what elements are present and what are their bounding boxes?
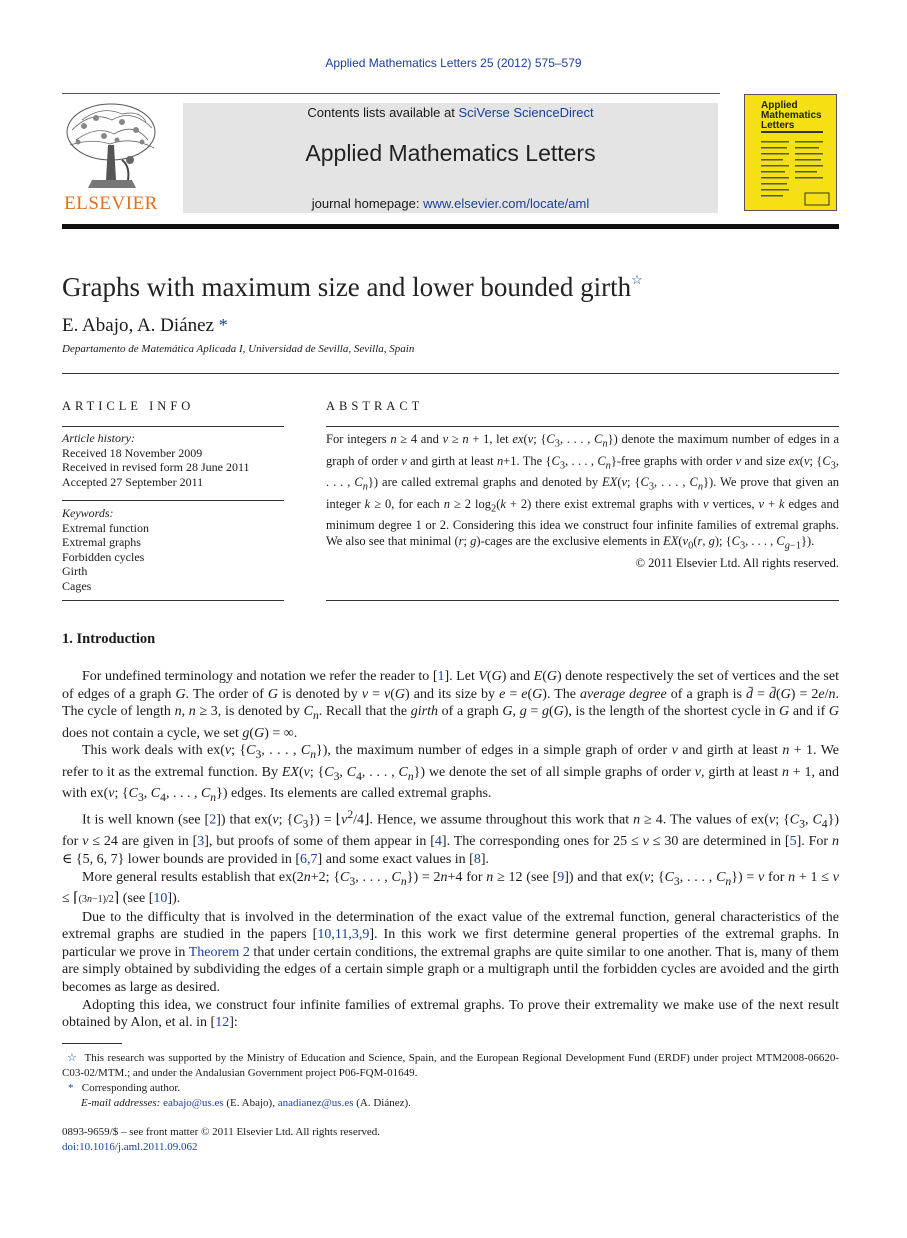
funding-footnote: ☆ This research was supported by the Ministry of Education and Science, Spain, and the European Regional Development Fund (ERDF) under project MTM2008-06620-C03-02/MTM.; and under the Andalusian Government project P06-FQM-01649. [62, 1052, 839, 1079]
front-matter [62, 1125, 380, 1155]
homepage-link[interactable]: www.elsevier.com/locate/aml [423, 196, 590, 211]
article-info-bottom-rule [62, 600, 284, 601]
ref-link[interactable]: 12 [215, 1015, 230, 1031]
paragraph: Due to the difficulty that is involved in the determination of the exact value of the extremal function, general characteristics of the extremal graphs are studied in the papers [10,11,3,9]. In this work we first determine general properties of the extremal graphs. In particular we prove in Theorem 2 that under certain conditions, the extremal graphs are quite similar to one another. That is, many of them are simply obtained by subdividing the edges of a certain simple graph or a multigraph until the forbidden cycles are avoided and the girth becomes as large as desired. [62, 909, 840, 995]
elsevier-wordmark: ELSEVIER [64, 193, 158, 214]
abstract-copyright: © 2011 Elsevier Ltd. All rights reserved. [635, 555, 839, 570]
article-info-heading: ARTICLE INFO [62, 399, 195, 413]
paragraph: It is well known (see [2]) that ex(ν; $\{C_3\}$) = $⌊\nu^2/4⌋$. Hence, we assume throughout this work that n ≥ 4. The values of ex(ν; {$C_3$, $C_4$}) for ν ≤ 24 are given in [3], but proofs of some of them appear in [4]. The corresponding ones for 25 ≤ ν ≤ 30 are determined in [5]. For n ∈ {5, 6, 7} lower bounds are provided in [6,7] and some exact values in [8]. [62, 808, 840, 867]
header-rule [62, 93, 720, 94]
ref-link[interactable]: 3 [197, 834, 205, 850]
article-history: Article history: Received 18 November 2009 Received in revised form 28 June 2011 Accepted 27 September 2011 [62, 431, 250, 489]
footnote-rule [62, 1043, 122, 1044]
cover-title: Applied Mathematics Letters [761, 100, 822, 131]
email-footnote: E-mail addresses: eabajo@us.es (E. Abajo), anadianez@us.es (A. Diánez). [81, 1097, 411, 1109]
theorem-link[interactable]: Theorem 2 [188, 944, 250, 960]
email-link-abajo[interactable]: eabajo@us.es [163, 1097, 224, 1109]
email-link-dianez[interactable]: anadianez@us.es [277, 1097, 354, 1109]
journal-reference[interactable]: Applied Mathematics Letters 25 (2012) 575–579 [325, 56, 582, 70]
issn-line: 0893-9659/$ – see front matter © 2011 Elsevier Ltd. All rights reserved. [62, 1126, 381, 1138]
authors: E. Abajo, A. Diánez * [62, 315, 228, 336]
ref-link[interactable]: 1 [437, 669, 445, 684]
corresponding-footnote: * Corresponding author. [68, 1082, 181, 1094]
contents-line [183, 105, 718, 120]
abstract-heading: ABSTRACT [326, 399, 424, 413]
paragraph: More general results establish that ex(2n+2; {$C_3$, . . . , $C_n\}) = 2n+4$ for n ≥ 12 (see [9]) and that ex(ν; {$C_3$, . . . , $C_n\}) = \nu$ for n + 1 ≤ ν ≤ ⌈(3n−1)/2⌉ (see [10]). [62, 869, 839, 906]
article-title: Graphs with maximum size and lower bounded girth☆ [62, 272, 643, 302]
ref-link[interactable]: 4 [434, 834, 442, 850]
journal-cover-thumbnail [744, 94, 837, 211]
header-thick-rule [62, 224, 839, 229]
ref-link[interactable]: 5 [789, 834, 797, 850]
paragraph: For undefined terminology and notation we refer the reader to [1]. Let V(G) and E(G) denote respectively the set of vertices and the set of edges of a graph G. The order of G is denoted by ν = ν(G) and its size by e = e(G). The average degree of a graph is d̄ = d̄(G) = 2e/n. The cycle of length n, n ≥ 3, is denoted by $C_n$. Recall that the girth of a graph G, g = g(G), is the length of the shortest cycle in G and if G does not contain a cycle, we set g(G) = ∞. [62, 669, 840, 741]
abstract-rule [326, 426, 839, 427]
contents-prefix: Contents lists available at [307, 105, 459, 120]
cover-text-lines [745, 95, 837, 211]
homepage-line [183, 196, 718, 211]
paragraph: Adopting this idea, we construct four infinite families of extremal graphs. To prove their extremality we make use of the next result obtained by Alon, et al. in [12]: [62, 997, 839, 1031]
ref-link[interactable]: 6,7 [300, 851, 318, 867]
corresponding-author-mark[interactable]: * [218, 315, 228, 335]
sciencedirect-link[interactable]: SciVerse ScienceDirect [458, 105, 594, 120]
paragraph: This work deals with ex(ν; {$C_3$, . . . , $C_n$}), the maximum number of edges in a simple graph of order ν and girth at least n + 1. We refer to it as the extremal function. By EX(ν; {$C_3$, $C_4$, . . . , $C_n$}) we denote the set of all simple graphs of order ν, girth at least n + 1, and with ex(ν; {$C_3$, $C_4$, . . . , $C_n$}) edges. Its elements are called extremal graphs. [62, 743, 840, 804]
ref-link[interactable]: 10,11,3,9 [317, 927, 370, 943]
title-rule [62, 373, 839, 374]
introduction-body [62, 668, 839, 1032]
abstract-text: For integers n ≥ 4 and ν ≥ n + 1, let ex(ν; {$C_3$, . . . , $C_n$}) denote the maximum number of edges in a graph of order ν and girth at least n+1. The {$C_3$, . . . , $C_n$}-free graphs with order ν and size ex(ν; {$C_3$, . . . , $C_n$}) are called extremal graphs and denoted by EX(ν; {$C_3$, . . . , $C_n$}). We prove that given an integer k ≥ 0, for each n ≥ 2 $\log_2(k + 2)$ there exist extremal graphs with ν vertices, ν + k edges and minimum degree 1 or 2. Considering this idea we construct four infinite families of extremal graphs. We also see that minimal (r; g)-cages are the exclusive elements in $EX(\nu_0(r$, g); {$C_3$, . . . , $C_{g-1}$}). © 2011 Elsevier Ltd. All rights reserved. [326, 432, 840, 570]
homepage-prefix: journal homepage: [311, 196, 424, 211]
ref-link[interactable]: 10 [153, 890, 168, 906]
keywords: Keywords: Extremal function Extremal graphs Forbidden cycles Girth Cages [62, 506, 149, 593]
abstract-bottom-rule [326, 600, 839, 601]
article-info-rule [62, 426, 284, 427]
ref-link[interactable]: 2 [209, 813, 217, 828]
footnotes [62, 1051, 839, 1111]
keywords-rule [62, 500, 284, 501]
ref-link[interactable]: 8 [473, 851, 481, 867]
affiliation: Departamento de Matemática Aplicada I, Universidad de Sevilla, Sevilla, Spain [62, 343, 415, 355]
ref-link[interactable]: 9 [557, 869, 565, 885]
doi-link[interactable]: doi:10.1016/j.aml.2011.09.062 [62, 1141, 198, 1153]
journal-title: Applied Mathematics Letters [305, 140, 596, 166]
elsevier-tree-logo [62, 100, 160, 195]
introduction-heading: 1. Introduction [62, 631, 156, 647]
title-footnote-mark[interactable]: ☆ [631, 272, 643, 287]
